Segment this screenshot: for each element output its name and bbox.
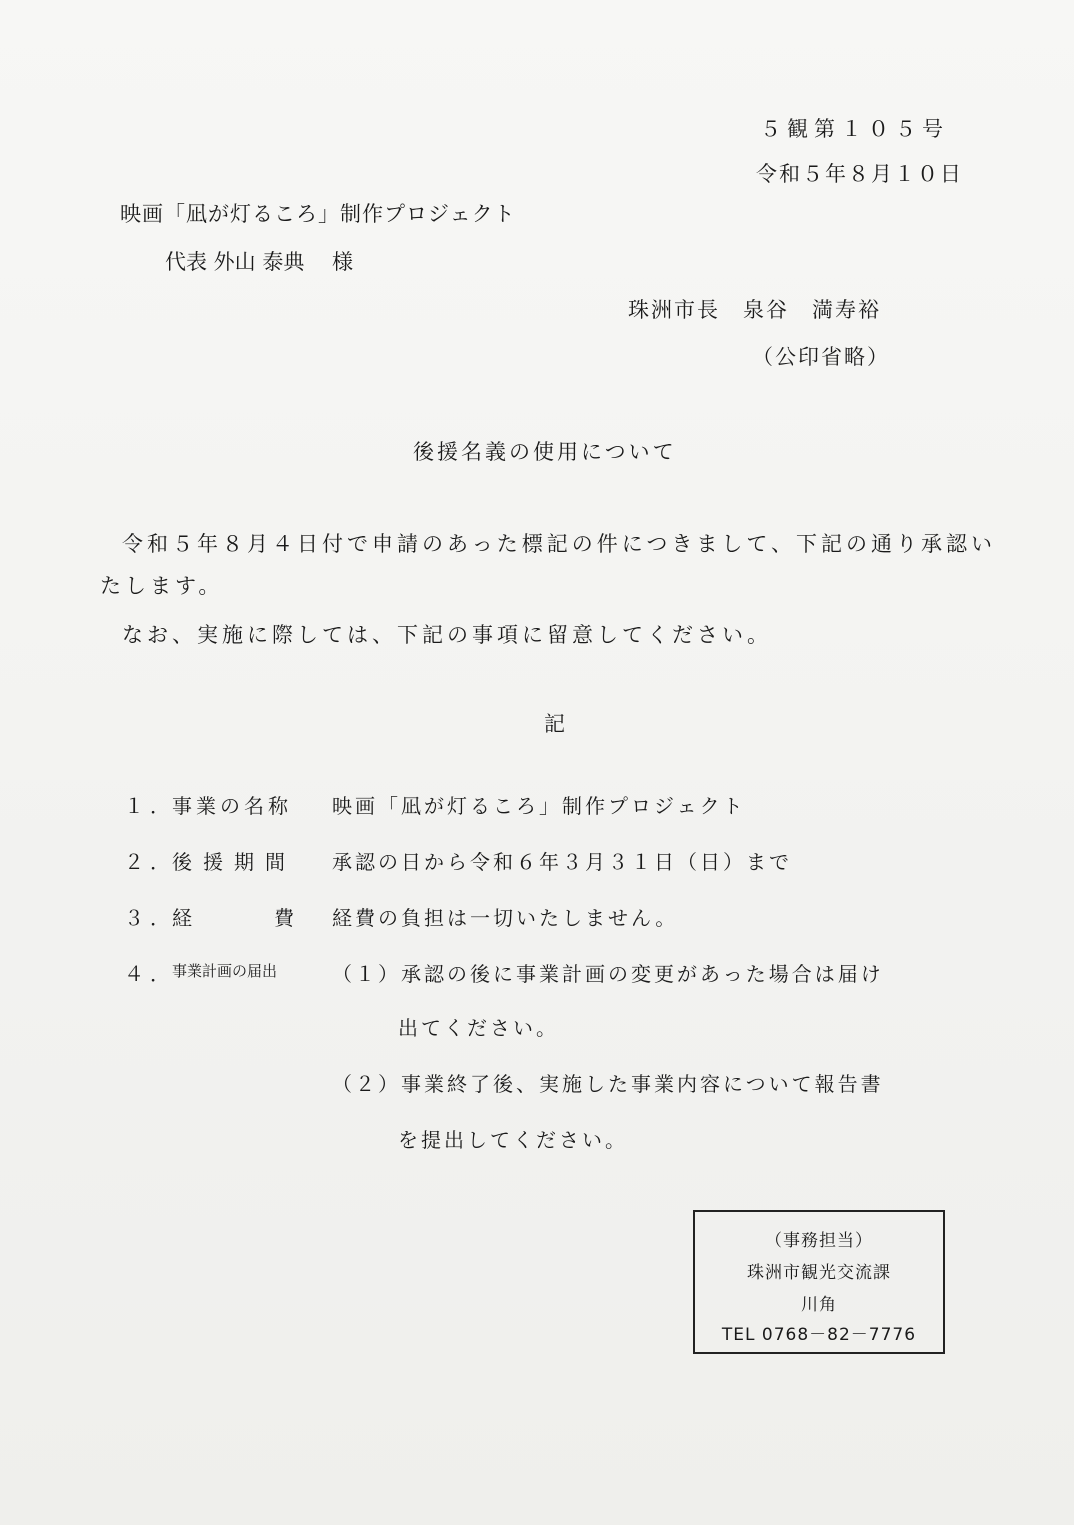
recipient-organization: 映画「凪が灯るころ」制作プロジェクト <box>120 202 516 226</box>
item-value: （１）承認の後に事業計画の変更があった場合は届け <box>332 962 884 986</box>
item-number: １． <box>124 794 176 818</box>
contact-title: （事務担当） <box>765 1231 873 1251</box>
ki-heading: 記 <box>544 712 565 736</box>
item-label: 後援期間 <box>172 850 296 874</box>
sender-name: 珠洲市長 泉谷 満寿裕 <box>628 298 881 322</box>
item-number: ２． <box>124 850 176 874</box>
item-number: ４． <box>124 962 176 986</box>
item-label: 費 <box>274 906 294 930</box>
body-line-2: たします。 <box>100 574 224 598</box>
recipient-representative: 代表 外山 泰典 様 <box>165 250 354 274</box>
doc-number: ５観第１０５号 <box>760 117 949 141</box>
contact-department: 珠洲市観光交流課 <box>747 1263 891 1283</box>
item-value: 出てください。 <box>398 1016 559 1040</box>
contact-person: 川角 <box>801 1295 837 1315</box>
seal-note: （公印省略） <box>752 345 890 369</box>
body-line-3: なお、実施に際しては、下記の事項に留意してください。 <box>122 623 772 647</box>
item-value: 承認の日から令和６年３月３１日（日）まで <box>332 850 792 874</box>
item-label: 事業計画の届出 <box>172 962 278 980</box>
item-number: ３． <box>124 906 176 930</box>
item-value: を提出してください。 <box>398 1128 628 1152</box>
item-label: 経 <box>172 906 192 930</box>
item-value: 映画「凪が灯るころ」制作プロジェクト <box>332 794 746 818</box>
doc-date: 令和５年８月１０日 <box>756 162 963 186</box>
item-value: 経費の負担は一切いたしません。 <box>332 906 679 930</box>
item-label: 事業の名称 <box>172 794 292 818</box>
item-value: （２）事業終了後、実施した事業内容について報告書 <box>332 1072 884 1096</box>
contact-box <box>693 1210 945 1354</box>
body-line-1: 令和５年８月４日付で申請のあった標記の件につきまして、下記の通り承認い <box>122 532 996 556</box>
subject-title: 後援名義の使用について <box>413 440 677 464</box>
contact-tel: TEL 0768－82－7776 <box>721 1325 917 1345</box>
